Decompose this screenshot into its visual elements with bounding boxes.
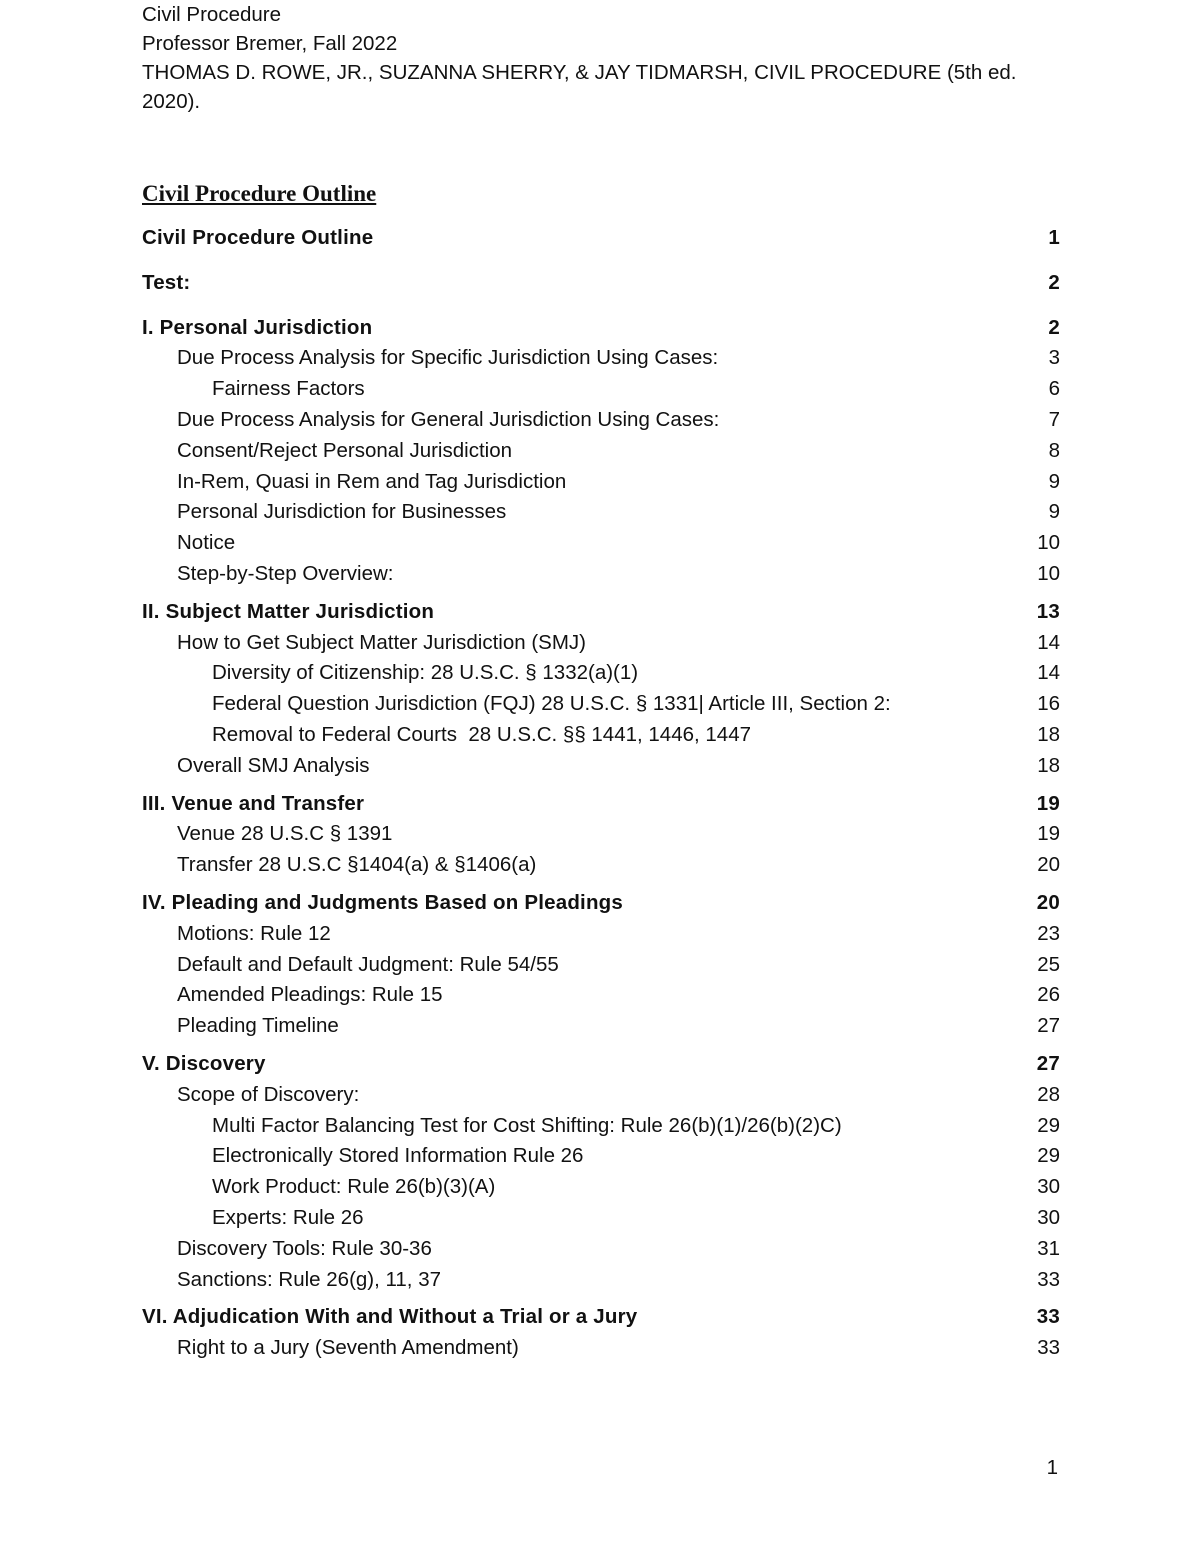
toc-entry-page: 8 <box>1048 438 1060 462</box>
toc-entry-title: Right to a Jury (Seventh Amendment) <box>177 1336 519 1360</box>
toc-entry[interactable] <box>142 223 1060 254</box>
toc-entry-title: I. Personal Jurisdiction <box>142 315 373 339</box>
toc-entry-page: 9 <box>1048 500 1060 524</box>
toc-entry-title: Notice <box>177 531 236 555</box>
toc-subentry[interactable] <box>142 405 1060 436</box>
toc-section-pleading <box>142 888 1060 1042</box>
toc-entry-title: V. Discovery <box>142 1051 266 1075</box>
toc-subentry[interactable] <box>142 1111 1060 1142</box>
toc-subentry[interactable] <box>142 528 1060 559</box>
toc-entry-page: 2 <box>1048 315 1060 339</box>
toc-entry-page: 18 <box>1037 753 1060 777</box>
toc-subentry[interactable] <box>142 950 1060 981</box>
toc-entry-title: Default and Default Judgment: Rule 54/55 <box>177 952 559 976</box>
toc-entry-title: Federal Question Jurisdiction (FQJ) 28 U.S.C. § 1331| Article III, Section 2: <box>212 692 891 716</box>
toc-subentry[interactable] <box>142 467 1060 498</box>
toc-entry-page: 26 <box>1037 983 1060 1007</box>
toc-entry-page: 10 <box>1037 531 1060 555</box>
toc-entry-title: Step-by-Step Overview: <box>177 561 394 585</box>
toc-entry-title: Venue 28 U.S.C § 1391 <box>177 822 393 846</box>
toc-entry-page: 33 <box>1036 1305 1060 1329</box>
toc-entry-title: VI. Adjudication With and Without a Trial or a Jury <box>142 1305 638 1329</box>
toc-subentry[interactable] <box>142 374 1060 405</box>
toc-entry-page: 6 <box>1048 377 1060 401</box>
course-name: Civil Procedure <box>142 3 281 26</box>
toc-section-adjudication <box>142 1302 1060 1364</box>
document-title: Civil Procedure Outline <box>142 181 377 206</box>
toc-entry-page: 3 <box>1048 346 1060 370</box>
toc-entry-title: Scope of Discovery: <box>177 1082 360 1106</box>
toc-entry-page: 9 <box>1048 469 1060 493</box>
toc-subentry[interactable] <box>142 1141 1060 1172</box>
toc-section-subject-matter-jurisdiction <box>142 597 1060 782</box>
toc-entry[interactable] <box>142 789 1060 820</box>
toc-entry-page: 14 <box>1037 661 1060 685</box>
toc-entry-page: 27 <box>1037 1014 1060 1038</box>
toc-subentry[interactable] <box>142 343 1060 374</box>
toc-subentry[interactable] <box>142 1234 1060 1265</box>
toc-entry-page: 31 <box>1037 1236 1060 1260</box>
toc-entry-page: 20 <box>1036 890 1060 914</box>
toc-entry-page: 18 <box>1037 722 1060 746</box>
toc-entry-page: 29 <box>1037 1113 1060 1137</box>
toc-entry-page: 2 <box>1048 270 1060 294</box>
textbook-citation: THOMAS D. ROWE, JR., SUZANNA SHERRY, & JAY TIDMARSH, CIVIL PROCEDURE (5th ed. 2020). <box>142 61 1017 113</box>
toc-entry-page: 30 <box>1037 1205 1060 1229</box>
toc-subentry[interactable] <box>142 497 1060 528</box>
toc-entry-page: 29 <box>1037 1144 1060 1168</box>
toc-section-venue-transfer <box>142 789 1060 881</box>
toc-entry-page: 30 <box>1037 1175 1060 1199</box>
toc-entry-page: 1 <box>1048 226 1060 249</box>
toc-entry-page: 25 <box>1037 952 1060 976</box>
toc-entry-title: Overall SMJ Analysis <box>177 753 370 777</box>
toc-entry-title: Discovery Tools: Rule 30-36 <box>177 1236 432 1260</box>
toc-subentry[interactable] <box>142 658 1060 689</box>
toc-entry-page: 33 <box>1037 1336 1060 1360</box>
toc-entry-page: 20 <box>1037 853 1060 877</box>
toc-subentry[interactable] <box>142 720 1060 751</box>
toc-subentry[interactable] <box>142 1203 1060 1234</box>
toc-entry-page: 27 <box>1036 1051 1060 1075</box>
toc-subentry[interactable] <box>142 1011 1060 1042</box>
toc-entry-title: Amended Pleadings: Rule 15 <box>177 983 443 1007</box>
toc-entry-title: III. Venue and Transfer <box>142 791 365 815</box>
toc-entry[interactable] <box>142 313 1060 344</box>
toc-entry[interactable] <box>142 597 1060 628</box>
toc-entry-page: 10 <box>1037 561 1060 585</box>
toc-entry-title: How to Get Subject Matter Jurisdiction (SMJ) <box>177 630 586 654</box>
toc-entry[interactable] <box>142 888 1060 919</box>
toc-subentry[interactable] <box>142 1333 1060 1364</box>
toc-section-personal-jurisdiction <box>142 313 1060 590</box>
toc-entry[interactable] <box>142 1049 1060 1080</box>
toc-entry-page: 33 <box>1037 1267 1060 1291</box>
toc-entry-page: 7 <box>1048 407 1060 431</box>
table-of-contents <box>142 223 1060 1371</box>
professor-term: Professor Bremer, Fall 2022 <box>142 32 398 55</box>
toc-subentry[interactable] <box>142 1265 1060 1296</box>
toc-entry-page: 28 <box>1037 1082 1060 1106</box>
toc-subentry[interactable] <box>142 850 1060 881</box>
toc-subentry[interactable] <box>142 751 1060 782</box>
toc-subentry[interactable] <box>142 1080 1060 1111</box>
toc-entry-title: Fairness Factors <box>212 377 365 401</box>
toc-entry-title: Work Product: Rule 26(b)(3)(A) <box>212 1175 496 1199</box>
toc-entry-title: Multi Factor Balancing Test for Cost Shifting: Rule 26(b)(1)/26(b)(2)C) <box>212 1113 842 1137</box>
toc-entry-title: In-Rem, Quasi in Rem and Tag Jurisdiction <box>177 469 567 493</box>
toc-entry-page: 13 <box>1036 599 1060 623</box>
toc-entry-title: Pleading Timeline <box>177 1014 339 1038</box>
toc-entry-title: Transfer 28 U.S.C §1404(a) & §1406(a) <box>177 853 537 877</box>
toc-subentry[interactable] <box>142 919 1060 950</box>
toc-entry-title: Consent/Reject Personal Jurisdiction <box>177 438 512 462</box>
toc-entry-title: Civil Procedure Outline <box>142 226 374 249</box>
toc-entry-title: IV. Pleading and Judgments Based on Pleadings <box>142 890 623 914</box>
toc-entry-page: 19 <box>1036 791 1060 815</box>
toc-entry-title: Personal Jurisdiction for Businesses <box>177 500 507 524</box>
toc-entry[interactable] <box>142 268 1060 299</box>
toc-entry-page: 14 <box>1037 630 1060 654</box>
toc-section-discovery <box>142 1049 1060 1295</box>
toc-entry-title: II. Subject Matter Jurisdiction <box>142 599 435 623</box>
toc-subentry[interactable] <box>142 559 1060 590</box>
toc-entry-title: Due Process Analysis for General Jurisdiction Using Cases: <box>177 407 720 431</box>
toc-entry-title: Sanctions: Rule 26(g), 11, 37 <box>177 1267 441 1291</box>
toc-entry-title: Experts: Rule 26 <box>212 1205 364 1229</box>
toc-entry-title: Due Process Analysis for Specific Jurisdiction Using Cases: <box>177 346 719 370</box>
toc-subentry[interactable] <box>142 1172 1060 1203</box>
toc-entry-title: Removal to Federal Courts 28 U.S.C. §§ 1441, 1446, 1447 <box>212 722 752 746</box>
toc-entry-title: Electronically Stored Information Rule 26 <box>212 1144 584 1168</box>
toc-subentry[interactable] <box>142 628 1060 659</box>
toc-entry-page: 23 <box>1037 921 1060 945</box>
toc-subentry[interactable] <box>142 436 1060 467</box>
document-header <box>142 0 1042 116</box>
toc-entry-title: Diversity of Citizenship: 28 U.S.C. § 1332(a)(1) <box>212 661 639 685</box>
page-number: 1 <box>1046 1456 1058 1479</box>
toc-subentry[interactable] <box>142 819 1060 850</box>
toc-subentry[interactable] <box>142 980 1060 1011</box>
toc-entry-title: Motions: Rule 12 <box>177 921 331 945</box>
toc-entry-title: Test: <box>142 270 191 294</box>
toc-entry-page: 16 <box>1037 692 1060 716</box>
toc-entry[interactable] <box>142 1302 1060 1333</box>
toc-entry-page: 19 <box>1037 822 1060 846</box>
toc-subentry[interactable] <box>142 689 1060 720</box>
